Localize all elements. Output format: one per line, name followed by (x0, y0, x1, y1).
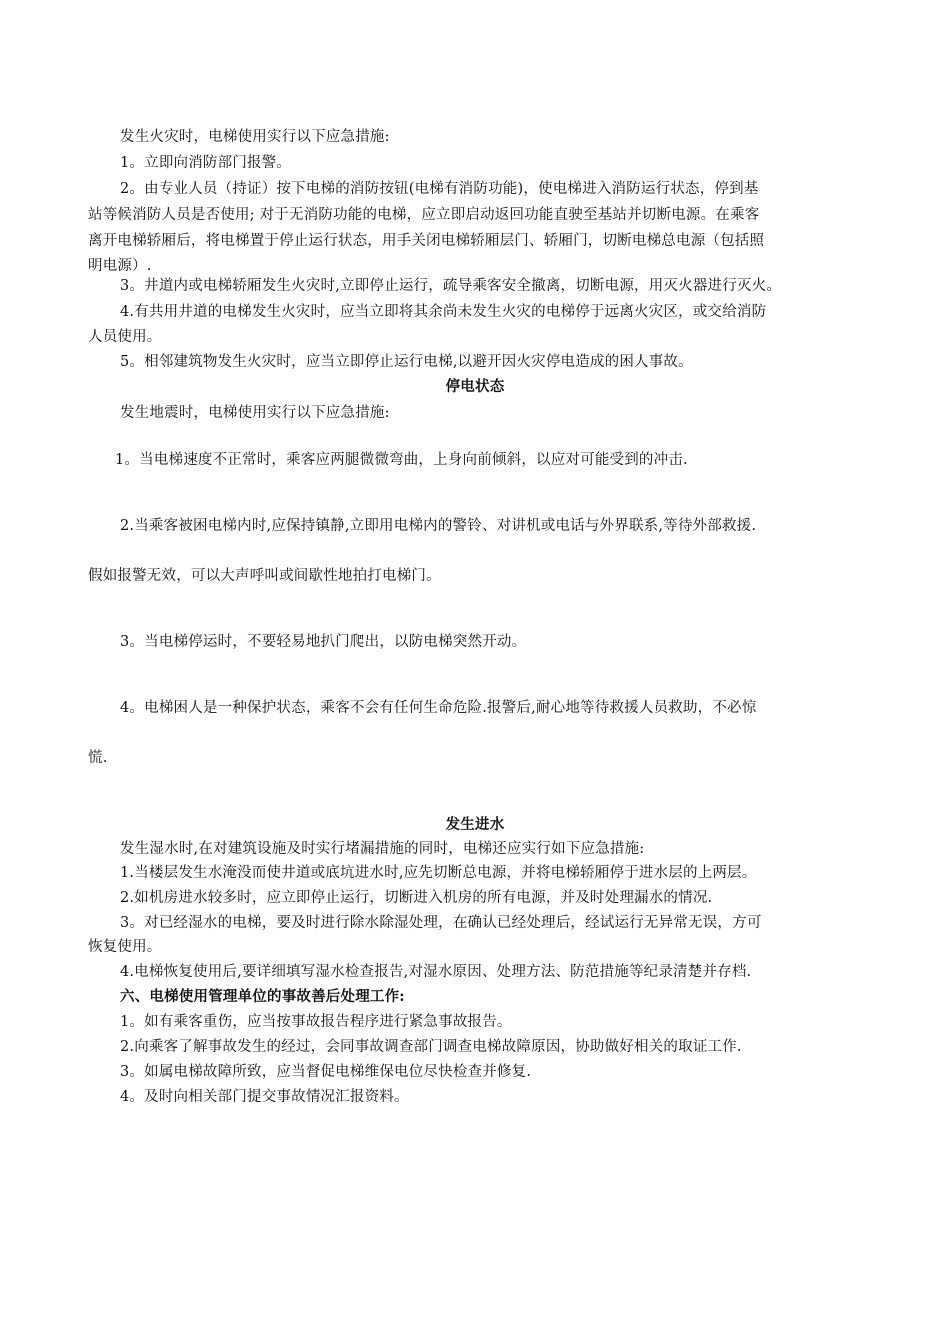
water-item-3-line-1: 3。对已经湿水的电梯，要及时进行除水除湿处理，在确认已经处理后，经试运行无异常无误，方可 (120, 915, 762, 931)
power-item-4-line-1: 4。电梯困人是一种保护状态，乘客不会有任何生命危险.报警后,耐心地等待救援人员救助，不必惊 (120, 700, 757, 716)
fire-item-2-line-1: 2。由专业人员（持证）按下电梯的消防按钮(电梯有消防功能)，使电梯进入消防运行状态，停到基 (120, 181, 759, 197)
aftermath-heading: 六、电梯使用管理单位的事故善后处理工作: (120, 988, 405, 1005)
power-heading: 停电状态 (445, 378, 505, 395)
fire-item-2-line-4: 明电源）. (88, 258, 152, 274)
water-item-1: 1.当楼层发生水淹没而使井道或底坑进水时,应先切断总电源，并将电梯轿厢停于进水层的上两层。 (120, 865, 757, 881)
aftermath-item-4: 4。及时向相关部门提交事故情况汇报资料。 (120, 1089, 409, 1105)
fire-item-2-line-2: 站等候消防人员是否使用; 对于无消防功能的电梯，应立即启动返回功能直驶至基站并切断电源。在乘客 (88, 207, 760, 223)
fire-item-2-line-3: 离开电梯轿厢后，将电梯置于停止运行状态，用手关闭电梯轿厢层门、轿厢门，切断电梯总电源（包括照 (88, 233, 765, 249)
power-intro: 发生地震时，电梯使用实行以下应急措施: (120, 405, 390, 421)
aftermath-item-2: 2.向乘客了解事故发生的经过，会同事故调查部门调查电梯故障原因，协助做好相关的取证工作. (120, 1039, 742, 1055)
fire-intro: 发生火灾时，电梯使用实行以下应急措施: (120, 129, 390, 145)
water-item-4: 4.电梯恢复使用后,要详细填写湿水检查报告,对湿水原因、处理方法、防范措施等纪录清楚并存档. (120, 964, 752, 980)
fire-item-4-line-2: 人员使用。 (88, 329, 162, 345)
water-item-2: 2.如机房进水较多时，应立即停止运行，切断进入机房的所有电源，并及时处理漏水的情况. (120, 890, 713, 906)
water-item-3-line-2: 恢复使用。 (88, 939, 162, 955)
fire-item-3: 3。井道内或电梯轿厢发生火灾时,立即停止运行，疏导乘客安全撤离，切断电源，用灭火器进行灭火。 (120, 278, 782, 294)
water-intro: 发生湿水时,在对建筑设施及时实行堵漏措施的同时，电梯还应实行如下应急措施: (120, 841, 645, 857)
fire-item-1: 1。立即向消防部门报警。 (120, 155, 292, 171)
power-item-4-line-2: 慌. (88, 750, 108, 766)
aftermath-item-1: 1。如有乘客重伤，应当按事故报告程序进行紧急事故报告。 (120, 1014, 512, 1030)
power-item-2-line-2: 假如报警无效，可以大声呼叫或间歇性地拍打电梯门。 (88, 568, 441, 584)
power-item-1: 1。当电梯速度不正常时，乘客应两腿微微弯曲，上身向前倾斜，以应对可能受到的冲击. (115, 452, 688, 468)
power-item-2-line-1: 2.当乘客被困电梯内时,应保持镇静,立即用电梯内的警铃、对讲机或电话与外界联系,等待外部救援. (120, 518, 757, 534)
power-item-3: 3。当电梯停运时，不要轻易地扒门爬出，以防电梯突然开动。 (120, 634, 527, 650)
aftermath-item-3: 3。如属电梯故障所致，应当督促电梯维保电位尽快检查并修复. (120, 1064, 532, 1080)
fire-item-5: 5。相邻建筑物发生火灾时，应当立即停止运行电梯,以避开因火灾停电造成的困人事故。 (120, 354, 693, 370)
water-heading: 发生进水 (445, 816, 505, 833)
fire-item-4-line-1: 4.有共用井道的电梯发生火灾时，应当立即将其余尚未发生火灾的电梯停于远离火灾区，或交给消防 (120, 304, 767, 320)
